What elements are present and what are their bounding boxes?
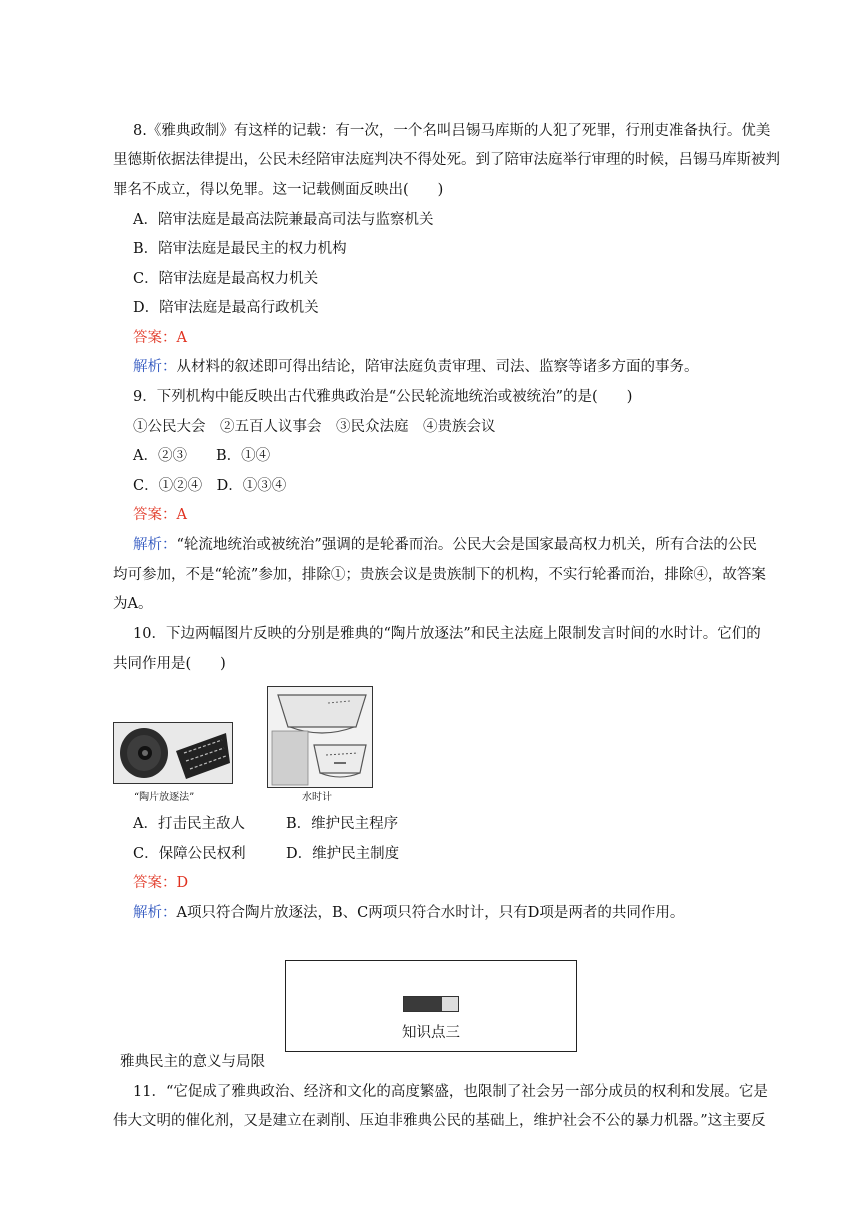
q10-text-line-1: 10．下边两幅图片反映的分别是雅典的“陶片放逐法”和民主法庭上限制发言时间的水时计。它们的 <box>133 626 761 642</box>
q8-option-a: A．陪审法庭是最高法院兼最高司法与监察机关 <box>133 212 434 228</box>
q8-text-line-3: 罪名不成立，得以免罪。这一记载侧面反映出( ) <box>113 182 444 198</box>
q10-answer <box>133 873 188 893</box>
ostracism-caption: “陶片放逐法” <box>134 792 195 803</box>
answer-label: 答案： <box>133 330 177 346</box>
q8-option-b: B．陪审法庭是最民主的权力机构 <box>133 241 347 257</box>
answer-value: A <box>176 330 187 346</box>
q11-text-line-1: 11．“它促成了雅典政治、经济和文化的高度繁盛，也限制了社会另一部分成员的权利和发展。它是 <box>133 1084 768 1100</box>
ostracism-shards-drawing <box>114 723 232 783</box>
q9-answer <box>133 505 187 525</box>
q8-option-d: D．陪审法庭是最高行政机关 <box>133 300 319 316</box>
analysis-label: 解析： <box>133 537 177 553</box>
water-clock-caption: 水时计 <box>302 792 332 803</box>
q9-analysis-line-1 <box>133 535 757 555</box>
answer-value: D <box>176 875 189 891</box>
q8-analysis <box>133 357 699 377</box>
q8-text-line-2: 里德斯依据法律提出，公民未经陪审法庭判决不得处死。到了陪审法庭举行审理的时候，吕锡马库斯被判 <box>113 152 780 168</box>
q9-analysis-line-3: 为A。 <box>113 596 153 612</box>
section-subtitle: 雅典民主的意义与局限 <box>120 1054 265 1070</box>
answer-label: 答案： <box>133 507 177 523</box>
q10-analysis <box>133 903 684 923</box>
q8-answer <box>133 328 187 348</box>
q9-question: 9．下列机构中能反映出古代雅典政治是“公民轮流地统治或被统治”的是( ) <box>133 389 633 405</box>
analysis-text: 从材料的叙述即可得出结论，陪审法庭负责审理、司法、监察等诸多方面的事务。 <box>176 359 699 375</box>
answer-label: 答案： <box>133 875 177 891</box>
ostracism-shards-image <box>113 722 233 784</box>
answer-value: A <box>176 507 187 523</box>
q10-option-a: A．打击民主敌人 <box>133 816 245 832</box>
water-clock-drawing <box>268 687 372 787</box>
q10-text-line-2: 共同作用是( ) <box>113 656 226 672</box>
q8-text-line-1: 8.《雅典政制》有这样的记载：有一次，一个名叫吕锡马库斯的人犯了死罪，行刑吏准备执行。优美 <box>133 123 771 139</box>
q11-text-line-2: 伟大文明的催化剂，又是建立在剥削、压迫非雅典公民的基础上，维护社会不公的暴力机器。”这主要反 <box>113 1113 766 1129</box>
q10-option-b: B．维护民主程序 <box>286 816 399 832</box>
analysis-label: 解析： <box>133 905 177 921</box>
analysis-text: “轮流地统治或被统治”强调的是轮番而治。公民大会是国家最高权力机关，所有合法的公民 <box>176 537 757 553</box>
analysis-text: A项只符合陶片放逐法，B、C两项只符合水时计，只有D项是两者的共同作用。 <box>176 905 685 921</box>
q9-options-row-1: A．②③ B．①④ <box>133 448 271 464</box>
section-title: 知识点三 <box>402 1025 460 1041</box>
q9-options-row-2: C．①②④ D．①③④ <box>133 478 287 494</box>
q9-analysis-line-2: 均可参加，不是“轮流”参加，排除①；贵族会议是贵族制下的机构，不实行轮番而治，排除④，故答案 <box>113 567 766 583</box>
water-clock-image <box>267 686 373 788</box>
section-progress-bar <box>403 996 459 1012</box>
q8-option-c: C．陪审法庭是最高权力机关 <box>133 271 319 287</box>
section-progress-fill <box>404 997 442 1011</box>
knowledge-point-box <box>285 960 577 1052</box>
q10-option-d: D．维护民主制度 <box>286 846 400 862</box>
q10-option-c: C．保障公民权利 <box>133 846 246 862</box>
analysis-label: 解析： <box>133 359 177 375</box>
q9-items: ①公民大会 ②五百人议事会 ③民众法庭 ④贵族会议 <box>133 419 496 435</box>
